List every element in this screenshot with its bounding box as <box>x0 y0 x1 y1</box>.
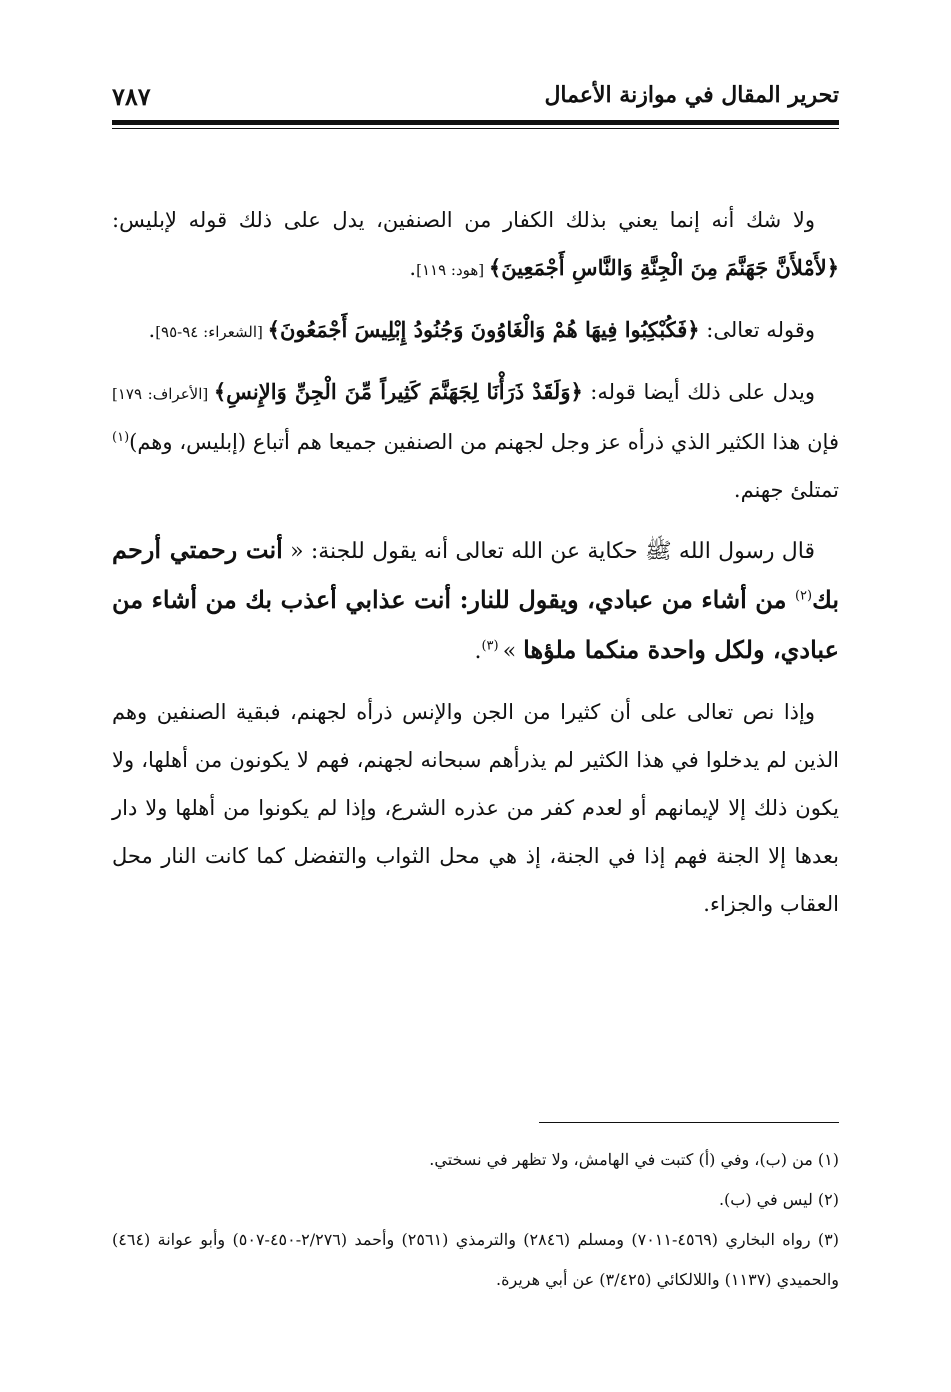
paragraph-1 <box>112 196 839 294</box>
hadith-text-2: من أشاء من عبادي، ويقول للنار: أنت عذابي أعذب بك من أشاء من عبادي، ولكل واحدة منكما ملؤها <box>112 585 839 664</box>
paragraph-1-text: ولا شك أنه إنما يعني بذلك الكفار من الصنفين، يدل على ذلك قوله لإبليس: <box>112 208 815 232</box>
paragraph-3 <box>112 368 839 514</box>
footnote-2: (٢) ليس في (ب). <box>718 1190 839 1209</box>
verse-citation-3: [الأعراف: ١٧٩] <box>112 385 214 403</box>
quran-verse-2: ﴿فَكُبْكِبُوا فِيهَا هُمْ وَالْغَاوُونَ وَجُنُودُ إِبْلِيسَ أَجْمَعُونَ﴾ <box>267 317 700 342</box>
paragraph-5: وإذا نص تعالى على أن كثيرا من الجن والإنس ذرأه لجهنم، فبقية الصنفين وهم الذين لم يدخلوا في هذا الكثير لم يذرأهم سبحانه لجهنم، فهم لا يكونون من أهلها، ولا يكون ذلك إلا لإيمانهم أو لعدم كفر من عذره الشرع، وإذا لم يكونوا من أهلها ولا دار بعدها إلا الجنة فهم إذا في الجنة، إذ هي محل الثواب والتفضل كما كانت النار محل العقاب والجزاء. <box>112 700 839 916</box>
hadith-close-quote: » <box>502 639 524 664</box>
verse-citation-2: [الشعراء: ٩٤-٩٥] <box>155 323 268 341</box>
paragraph-4-text: قال رسول الله ﷺ حكاية عن الله تعالى أنه يقول للجنة: « <box>282 539 815 564</box>
footnote-separator <box>539 1122 839 1123</box>
footnotes <box>112 1140 839 1300</box>
paragraph-4-end: . <box>474 639 482 664</box>
main-text <box>112 196 839 940</box>
paragraph-3-text: ويدل على ذلك أيضا قوله: <box>582 380 815 404</box>
paragraph-2 <box>112 306 839 356</box>
page-number: ٧٨٧ <box>112 82 151 111</box>
header-rule-thin <box>112 128 839 129</box>
quran-verse-1: ﴿لأَمْلأَنَّ جَهَنَّمَ مِنَ الْجِنَّةِ وَالنَّاسِ أَجْمَعِينَ﴾ <box>488 255 839 280</box>
quran-verse-3: ﴿وَلَقَدْ ذَرَأْنَا لِجَهَنَّمَ كَثِيراً مِّنَ الْجِنِّ وَالإِنسِ﴾ <box>213 379 583 404</box>
footnote-ref-2[interactable]: (٢) <box>794 588 813 604</box>
paragraph-1-end: . <box>409 256 417 280</box>
footnote-3: (٣) رواه البخاري (٤٥٦٩-٧٠١١) ومسلم (٢٨٤٦) والترمذي (٢٥٦١) وأحمد (٢/٢٧٦-٤٥٠-٥٠٧) وأبو عوانة (٤٦٤) والحميدي (١١٣٧) واللالكائي (٣/٤٢٥) عن أبي هريرة. <box>112 1230 840 1289</box>
footnote-ref-1[interactable]: (١) <box>112 430 130 445</box>
header-rule-thick <box>112 120 839 125</box>
paragraph-3-text-2: فإن هذا الكثير الذي ذرأه عز وجل لجهنم من الصنفين جميعا هم أتباع (إبليس، وهم) <box>129 430 839 454</box>
footnote-1: (١) من (ب)، وفي (أ) كتبت في الهامش، ولا تظهر في نسختي. <box>429 1150 839 1169</box>
paragraph-3-text-3: تمتلئ جهنم. <box>733 478 839 502</box>
page-header <box>112 76 839 126</box>
paragraph-2-end: . <box>148 318 156 342</box>
paragraph-4 <box>112 526 839 676</box>
paragraph-2-text: وقوله تعالى: <box>699 318 815 342</box>
verse-citation-1: [هود: ١١٩] <box>416 261 489 279</box>
footnote-ref-3[interactable]: (٣) <box>481 638 503 654</box>
hadith-text-1: أنت رحمتي أرحم بك <box>112 535 839 614</box>
running-title: تحرير المقال في موازنة الأعمال <box>544 82 839 108</box>
